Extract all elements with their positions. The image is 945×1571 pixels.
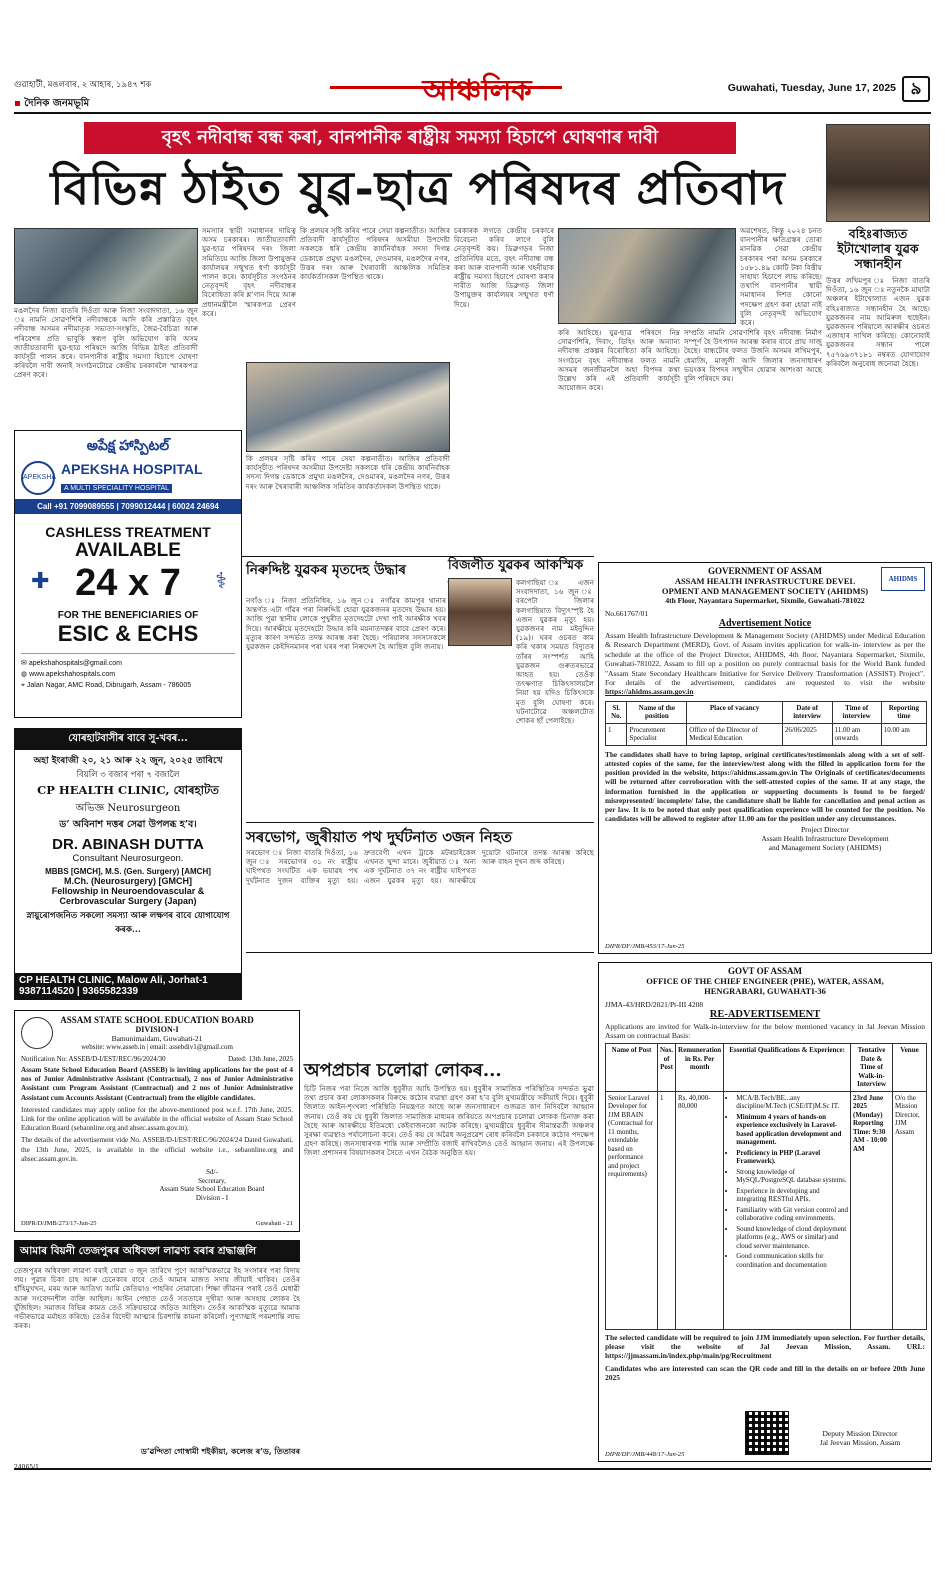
apeksha-line-3: 24 x 7 bbox=[75, 562, 181, 604]
ahidms-sign-3: and Management Society (AHIDMS) bbox=[768, 843, 882, 853]
lead-col-3: কি প্ৰলয়ৰ সৃষ্টি কৰিব পাৰে সেয়া কল্পনাতীত। আজিৰ প্ৰতিবাদী কাৰ্যসূচীত পৰিষদৰ অসমীয়া উপদেষ্টা সকলকে ধৰি কেন্দ্ৰীয় কাৰ্যনিৰ্বাহক সদস্য দিগন্ত ডেকাকে প্ৰমুখ্য মঙলদৈৰ, দেওমাৰৰ, মঙলদৈৰ নগৰ, উত্তৰ দৰং আৰু খৈৰাবাৰী আঞ্চলিক সমিতিৰ কাৰ্যকৰ্তাসকল উপস্থিত থাকে। bbox=[300, 226, 450, 282]
asseb-secretary: Secretary, bbox=[198, 1176, 226, 1185]
jjm-col-venue: Venue bbox=[893, 1044, 927, 1092]
apeksha-email bbox=[21, 658, 235, 669]
asseb-title: ASSAM STATE SCHOOL EDUCATION BOARD bbox=[60, 1015, 254, 1025]
obituary-signature: ড’ৱন্দিতা গোস্বামী শইকীয়া, কলেজ ৰ’ড, তিতাবৰ bbox=[140, 1446, 300, 1456]
ahidms-col-place: Place of vacancy bbox=[687, 701, 783, 723]
jjm-intro: Applications are invited for Walk-in-interview for the below mentioned vacancy in Jal Jeevan Mission Assam on contractual Basis: bbox=[605, 1022, 925, 1041]
electrocution-body: কলগাছিয়া ঃ এজন সংবাদদাতা, ১৬ জুন ঃ বৰপেটা জিলাৰ কলগাছিয়াত বিদ্যুৎস্পৃষ্ট হৈ এজন যুৱকৰ মৃত্যু হয়। যুৱকজনৰ নাম মইনুদ্দিন (১৯)। ঘৰৰ ওচৰত কাম কৰি থকাৰ সময়ত বিদ্যুতৰ তাঁৰৰ সংস্পৰ্শত আহি যুৱকজন গুৰুতৰভাৱে আহত হয়। তেওঁক তৎক্ষণাত চিকিৎসালয়লৈ নিয়া হয় যদিও চিকিৎসকে মৃত বুলি ঘোষণা কৰে। ঘটনাটোৱে অঞ্চলটোত শোকৰ ছাঁ পেলাইছে। bbox=[516, 578, 594, 726]
ahidms-col-time: Time of interview bbox=[832, 701, 881, 723]
jjm-table bbox=[605, 1043, 927, 1330]
jjm-cell-post: Senior Laravel Developer for JJM BRAIN (Contractual for 11 months, extendable based on performance and project requirements) bbox=[606, 1091, 658, 1329]
asseb-para-1-text: Assam State School Education Board (ASSEB) is inviting applications for the post of 4 nos of Junior Administrative Assistant (Contractual), 2 nos of Junior Administrative Assistant cum Program Assistant (Contractual) and 2 nos of Junior Administrative Assistant cum Accounts Assistant (Contractual) from the eligible candidates. bbox=[21, 1066, 293, 1102]
globe-icon: ◍ bbox=[21, 671, 28, 678]
apeksha-web bbox=[21, 669, 235, 680]
jjm-table-header bbox=[606, 1044, 927, 1092]
accident-body: সৰভোগ ঃ নিজা বাতৰি দিওঁতা, ১৬ জুন ঃ সৰভোগৰ ৩১ নং ৰাষ্ট্ৰীয় ঘাইপথত সংঘটিত এক ভয়াৱহ পথ দুৰ্ঘটনাত দুজন ব্যক্তিৰ মৃত্যু হয়। দ্ৰুতবেগী এখন ট্ৰাকে মটৰচাইকেল এখনত খুন্দা মাৰে। জুৰীয়াত ঃ অন্য এক দুৰ্ঘটনাত ৩৭ নং ৰাষ্ট্ৰীয় ঘাইপথত এজন যুৱকৰ মৃত্যু হয়। আৰক্ষীয়ে দুয়োটা ঘটনাৰে তদন্ত আৰম্ভ কৰিছে আৰু বাহন দুখন জব্দ কৰিছে। bbox=[246, 848, 594, 885]
cp-ad-qual-4: Cerbrovascular Surgery (Japan) bbox=[59, 896, 197, 906]
jjm-cell-pay: Rs. 40,000-80,000 bbox=[676, 1091, 724, 1329]
page-number: ৯ bbox=[902, 76, 930, 102]
cp-ad-qual-2: M.Ch. (Neurosurgery) [GMCH] bbox=[64, 876, 192, 886]
ahidms-cell-date: 26/06/2025 bbox=[782, 723, 832, 745]
jjm-col-post: Name of Post bbox=[606, 1044, 658, 1092]
ahidms-address: 4th Floor, Nayantara Supermarket, Sixmile, Guwahati-781022 bbox=[665, 596, 865, 605]
ahidms-sign-2: Assam Health Infrastructure Development bbox=[761, 834, 889, 844]
jjm-signature bbox=[795, 1429, 925, 1447]
asseb-address: Bamunimaidam, Guwahati-21 bbox=[111, 1034, 203, 1043]
qr-code-icon[interactable] bbox=[745, 1411, 789, 1455]
ahidms-signature bbox=[719, 825, 931, 852]
list-item: • Experience in developing and integrating RESTful APIs. bbox=[736, 1187, 848, 1204]
cp-ad-doc-assamese: ড’ অবিনাশ দত্তৰ সেৱা উপলব্ধ হ’ব। bbox=[59, 819, 197, 830]
ahidms-table-header bbox=[606, 701, 927, 723]
cp-ad-time: বিয়লি ৩ বজাৰ পৰা ৭ বজালৈ bbox=[76, 770, 180, 780]
apeksha-line-5: ESIC & ECHS bbox=[57, 621, 199, 646]
list-item: • MCA/B.Tech/BE...any discipline/M.Tech (CSE/IT)M.Sc IT. bbox=[736, 1094, 848, 1111]
accident-top-rule bbox=[246, 822, 594, 823]
apeksha-line-1: CASHLESS TREATMENT bbox=[45, 524, 211, 540]
lead-col-3b: কি প্ৰলয়ৰ সৃষ্টি কৰিব পাৰে সেয়া কল্পনাতীত। আজিৰ প্ৰতিবাদী কাৰ্যসূচীত পৰিষদৰ অসমীয়া উপদেষ্টা সকলকে ধৰি কেন্দ্ৰীয় কাৰ্যনিৰ্বাহক সদস্য দিগন্ত ডেকাকে প্ৰমুখ্য মঙলদৈৰ, দেওমাৰৰ, মঙলদৈৰ নগৰ, উত্তৰ দৰং আৰু খৈৰাবাৰী আঞ্চলিক সমিতিৰ কাৰ্যকৰ্তাসকল উপস্থিত থাকে। bbox=[246, 454, 450, 491]
missing-youth-body: উত্তৰ লখিমপুৰ ঃ নিজা বাতৰি দিওঁতা, ১৬ জুন ঃ নতুনকৈ মাঘাটা অঞ্চলৰ ইটাখোলাত এজন যুৱক বহিঃৰাজ্যত সন্ধানহীন হৈ আছে। যুৱকজনৰ নাম আমিৰুল হুছেইন। যুৱকজনৰ পৰিয়ালে আৰক্ষীৰ ওচৰত এজাহাৰ দাখিল কৰিছে। কোনোবাই যুৱকজনৰ সন্ধান পালে ৭৫৭৬৯৩৭১৮১ নম্বৰত যোগাযোগ কৰিবলৈ অনুৰোধ জনোৱা হৈছে। bbox=[826, 276, 930, 368]
lead-photo-2 bbox=[246, 362, 450, 452]
apeksha-address bbox=[21, 680, 235, 691]
caduceus-icon: ⚕ bbox=[215, 568, 227, 593]
jjm-address: HENGRABARI, GUWAHATI-36 bbox=[704, 986, 826, 996]
masthead-date-assamese: গুৱাহাটী, মঙলবাৰ, ২ আহাৰ, ১৯৪৭ শক bbox=[14, 79, 152, 89]
cp-ad-qual-3: Fellowship in Neuroendovascular & bbox=[51, 886, 205, 896]
list-item: • Sound knowledge of cloud deployment platforms (e.g., AWS or similar) and cloud server maintenance. bbox=[736, 1225, 848, 1251]
ahidms-col-position: Name of the position bbox=[627, 701, 687, 723]
ahidms-ref-no: No.661767/01 bbox=[605, 609, 649, 618]
list-item: • Strong knowledge of MySQL/PostgreSQL database systems. bbox=[736, 1168, 848, 1185]
propaganda-headline: অপপ্ৰচাৰ চলোৱা লোকৰ... bbox=[304, 1060, 502, 1081]
apeksha-line-2: AVAILABLE bbox=[75, 540, 181, 561]
apeksha-hospital-ad bbox=[14, 430, 242, 718]
ahidms-cell-place: Office of the Director of Medical Education bbox=[687, 723, 783, 745]
ahidms-col-date: Date of interview bbox=[782, 701, 832, 723]
jjm-readvertisement bbox=[598, 962, 932, 1462]
lead-col-7: সম্প্ৰতি নামনি সোৱণশিৰি বৃহৎ নদীবান্ধ নিৰ্মাণ সম্পূৰ্ণ হৈ উৎপাদন আৰম্ভ কৰাৰ বাবে প্ৰায় সাজু হৈছে। বান্ধটোৰ ফলত উজনি অসমৰ লখিমপুৰ, ধেমাজি, মাজুলী আদি জিলাৰ জনসাধাৰণ ভয়ংকৰ বিপদৰ সন্মুখীন হোৱাৰ আশংকা আছে বুলি পৰিষদে কয়। bbox=[684, 328, 822, 384]
page-bottom-rule bbox=[14, 1468, 931, 1470]
cp-ad-footer: CP HEALTH CLINIC, Malow Ali, Jorhat-1 bbox=[19, 975, 208, 986]
apeksha-line-4: FOR THE BENEFICIARIES OF bbox=[57, 610, 199, 621]
apeksha-tagline: A MULTI SPECIALITY HOSPITAL bbox=[61, 484, 172, 493]
jjm-col-date: Tentative Date & Time of Walk-in-Interview bbox=[851, 1044, 893, 1092]
ahidms-sign-1: Project Director bbox=[800, 825, 850, 835]
accident-headline: সৰভোগ, জুৰীয়াত পথ দুৰ্ঘটনাত ৩জন নিহত bbox=[246, 828, 512, 846]
jjm-title: RE-ADVERTISEMENT bbox=[709, 1009, 821, 1020]
obituary-body: তেজপুৰৰ অধিবক্তা লাৱণ্য বৰাই যোৱা ৩ জুন তাৰিখে পুণে আকস্মিকভাৱে ইহ সংসাৰৰ পৰা বিদায় লয়। পুৱাৰ চিকা চাহ আৰু চেনেকাৰ বাবে তেওঁ আমাৰ মাজত সদায় জীয়াই থাকিব। তেওঁৰ হাঁহিমুখখন, মৰম আৰু আতিথ্য আমি কেতিয়াও পাহৰিব নোৱাৰো। শিক্ষা জীৱনৰ পৰাই তেওঁ মেধাৱী আৰু সংবেদনশীল ব্যক্তি আছিল। আইন পেছাত তেওঁ সততাৰে দুখীয়া আৰু অসহায় লোকৰ হৈ যুঁজিছিল। সমাজৰ বিভিন্ন কামত তেওঁ সক্ৰিয়ভাৱে জড়িত আছিল। তেওঁৰ আকস্মিক মৃত্যুৱে আমাক গভীৰভাৱে মৰ্মাহত কৰিছে। তেওঁৰ বিদেহী আত্মাৰ চিৰশান্তি কামনা কৰিলোঁ। পুণ্যাত্মাই পৰমশান্তি লাভ কৰক। bbox=[14, 1266, 300, 1331]
lead-col-4: চৰকাৰক লগতে কেন্দ্ৰীয় চৰকাৰে বিবেচনা কৰিব লাগে বুলি নেতৃবৃন্দই কয়। ডিব্ৰুগড়ৰ নিজা প্ৰতিনিধিৰ মতে, বৃহৎ নদীবান্ধ বন্ধ কৰা আৰু বানপানী আৰু খহনীয়াক ৰাষ্ট্ৰীয় সমস্যা হিচাপে ঘোষণা কৰাৰ দাবীত আজি ডিব্ৰুগড় জিলা উপায়ুক্তৰ কাৰ্যালয়ৰ সন্মুখত ধৰ্ণা দিয়ে। bbox=[454, 226, 554, 309]
apeksha-name: APEKSHA HOSPITAL bbox=[61, 461, 203, 477]
ahidms-cell-time: 11.00 am onwards bbox=[832, 723, 881, 745]
obituary-headline: আমাৰ বিয়নী তেজপুৰৰ অধিবক্তা লাৱণ্য বৰাৰ শ্ৰদ্ধাঞ্জলি bbox=[14, 1240, 300, 1262]
list-item: • Proficiency in PHP (Laravel Framework). bbox=[736, 1149, 848, 1166]
asseb-notif-no: Notification No: ASSEB/D-I/EST/REC/96/2024/30 bbox=[21, 1055, 166, 1063]
missing-youth-photo bbox=[826, 124, 930, 222]
cp-ad-exp: অভিজ্ঞ Neurosurgeon bbox=[75, 803, 181, 814]
cp-ad-dates: অহা ইংৰাজী ২০, ২১ আৰু ২২ জুন, ২০২৫ তাৰিখে bbox=[33, 756, 223, 766]
lead-photo-3 bbox=[558, 228, 736, 324]
masthead-date-english: Guwahati, Tuesday, June 17, 2025 bbox=[727, 82, 896, 94]
apeksha-logo: APEKSHA bbox=[21, 461, 55, 495]
ahidms-name-2: OPMENT AND MANAGEMENT SOCIETY (AHIDMS) bbox=[661, 586, 869, 596]
list-item: • Good communication skills for coordination and documentation bbox=[736, 1252, 848, 1269]
ahidms-cell-sl: 1 bbox=[606, 723, 627, 745]
asseb-para-3: The details of the advertisement vide No. ASSEB/D-I/EST/REC/96/2024/24 Dated Guwahati, the 13th June, 2025, is available in the official website i.e., sebaonline.org and ahsec.assam.gov.in. bbox=[21, 1136, 293, 1163]
cp-health-clinic-ad bbox=[14, 728, 242, 1000]
cp-ad-top: যোৰহাটবাসীৰ বাবে সু-খবৰ... bbox=[15, 729, 241, 750]
body-recovery-headline: নিৰুদ্দিষ্ট যুৱকৰ মৃতদেহ উদ্ধাৰ bbox=[246, 562, 407, 578]
asseb-para-1 bbox=[21, 1066, 293, 1103]
lead-col-5: অৱশেষত, কিন্তু ২০২৪ চনত বানপানীৰ ক্ষতিগ্ৰস্তৰ তোৰা মানৱিক সেৱা কেন্দ্ৰীয় চৰকাৰৰ পৰা অসম চৰকাৰে ১৫৮১.৪৯ কোটি টকা বিত্তীয় সাহায্য হিচাপে লাভ কৰিছে। তথাপি বানপানীৰ স্থায়ী সমাধানৰ দিশত কোনো পদক্ষেপ গ্ৰহণ কৰা হোৱা নাই বুলি নেতৃবৃন্দই অভিযোগ কৰে। bbox=[740, 226, 822, 328]
ahidms-para-1 bbox=[605, 631, 925, 697]
lead-kicker: বৃহৎ নদীবান্ধ বন্ধ কৰা, বানপানীক ৰাষ্ট্ৰীয় সমস্যা হিচাপে ঘোষণাৰ দাবী bbox=[84, 122, 736, 154]
jjm-note: The selected candidate will be required to join JJM immediately upon selection. For further details, please visit the website of Jal Jeevan Mission, Assam. URL: https://jjmassam.in/index.php/main/pg/Recruitment bbox=[605, 1332, 925, 1361]
asseb-seal-icon bbox=[21, 1017, 53, 1049]
ahidms-link[interactable]: https://ahidms.assam.gov.in bbox=[605, 687, 694, 697]
jjm-office: OFFICE OF THE CHIEF ENGINEER (PHE), WATER, ASSAM, bbox=[646, 976, 884, 986]
asseb-website: website: www.asseb.in | email: assebdiv1@gmail.com bbox=[81, 1043, 233, 1051]
lead-col-2: সমস্যাৰ স্থায়ী সমাধানৰ দায়িত্ব অসম চৰকাৰৰ। জাতীয়তাবাদী যুৱ-ছাত্ৰ পৰিষদৰ দৰং জিলা সমিতিয়ে আজি জিলা উপায়ুক্তৰ কাৰ্যালয়ৰ সন্মুখত ধৰ্ণা কাৰ্যসূচী পালন কৰে। কাৰ্যসূচীত সংগঠনৰ নেতৃবৃন্দই বৃহৎ নদীবান্ধৰ বিৰোধিতা কৰি শ্ল’গান দিয়ে আৰু প্ৰধানমন্ত্ৰীলৈ স্মাৰকপত্ৰ প্ৰেৰণ কৰে। bbox=[202, 226, 296, 318]
lead-photo-1 bbox=[14, 228, 198, 304]
asseb-division-2: Division - I bbox=[195, 1193, 229, 1202]
ahidms-col-sl: Sl. No. bbox=[606, 701, 627, 723]
jjm-col-nos: Nos. of Post bbox=[658, 1044, 676, 1092]
ahidms-para-2: The candidates shall have to bring laptop, original certificates/testimonials along with a set of self- attested copies of the same, for the interview/test along with the filled in application form for the position provided in the website, https://ahidms.assam.gov.in The Originals of certificates/documents will be returned after corroboration with the self-attested copies of the same. If at any stage, the information furnished in the application or supporting documents is found to be forged/ misrepresented/ incomplete/ false, the candidature shall be liable for cancellation and penal action as per law. It is to be noted that only post qualification experience will be counted for the position. No candidates will be allowed to register after 11.00 am for the position under any circumstances. bbox=[605, 749, 925, 824]
propaganda-top-rule bbox=[246, 952, 594, 953]
cp-ad-clinic: CP HEALTH CLINIC, যোৰহাটত bbox=[37, 783, 219, 797]
asseb-guwahati: Guwahati - 21 bbox=[255, 1220, 293, 1227]
paper-name-text: দৈনিক জনমভূমি bbox=[24, 98, 90, 109]
jjm-sign-1: Deputy Mission Director bbox=[822, 1429, 898, 1438]
cp-ad-note: স্নায়ুৰোগজনিত সকলো সমস্যা আৰু লক্ষণৰ বাবে যোগাযোগ কৰক... bbox=[26, 911, 230, 935]
jjm-cell-venue: O/o the Mission Director, JJM Assam bbox=[893, 1091, 927, 1329]
asseb-division: DIVISION-I bbox=[135, 1025, 179, 1034]
asseb-para-2: Interested candidates may apply online for the above-mentioned post w.e.f. 17th June, 2025. Link for the online application will be available in the official website of Assam State School Education Board (sebaonline.org and ahsec.assam.gov.in). bbox=[21, 1105, 293, 1133]
ahidms-logo: AHIDMS bbox=[881, 567, 925, 591]
cp-ad-phones: 9387114520 | 9365582339 bbox=[19, 986, 139, 997]
jjm-cell-date: 23rd June 2025 (Monday) Reporting Time: 9:30 AM - 10:00 AM bbox=[851, 1091, 893, 1329]
jjm-sign-2: Jal Jeevan Mission, Assam bbox=[819, 1438, 901, 1447]
jjm-dipr: DIPR/DF/JMB/448/17-Jun-25 bbox=[605, 1451, 685, 1458]
asseb-date: Dated: 13th June, 2025 bbox=[228, 1055, 293, 1063]
ahidms-dipr: DIPR/DF/JMB/453/17-Jun-25 bbox=[605, 943, 685, 950]
apeksha-phone: Call +91 7099089555 | 7099012444 | 60024 24694 bbox=[15, 499, 241, 514]
masthead-divider bbox=[14, 112, 931, 114]
jjm-note-2: Candidates who are interested can scan the QR code and fill in the details on or before 20th June 2025 bbox=[605, 1363, 925, 1382]
ahidms-gov: GOVERNMENT OF ASSAM bbox=[707, 566, 822, 576]
ahidms-name-1: ASSAM HEALTH INFRASTRUCTURE DEVEL bbox=[674, 576, 856, 586]
email-icon: ✉ bbox=[21, 660, 27, 667]
cp-ad-role: Consultant Neurosurgeon. bbox=[72, 853, 184, 864]
table-row bbox=[606, 1091, 927, 1329]
cp-ad-qual-1: MBBS [GMCH], M.S. (Gen. Surgery) [AMCH] bbox=[45, 867, 211, 876]
jjm-cell-nos: 1 bbox=[658, 1091, 676, 1329]
jjm-col-pay: Remuneration in Rs. Per month bbox=[676, 1044, 724, 1092]
jjm-cell-quals bbox=[724, 1091, 851, 1329]
medical-cross-icon: ✚ bbox=[31, 568, 50, 593]
body-recovery-body: নগাঁও ঃ নিজা প্ৰতিনিধিৰ, ১৬ জুন ঃ নগাঁৱৰ কামপুৰ থানাৰ অন্তৰ্গত এটা গাঁৱৰ পৰা নিৰুদ্দিষ্ট হোৱা যুৱকজনৰ মৃতদেহ উদ্ধাৰ হয়। আজি পুৱা স্থানীয় লোকে পুখুৰীত মৃতদেহটো দেখা পাই আৰক্ষীক খবৰ দিয়ে। আৰক্ষীয়ে মৃতদেহটো উদ্ধাৰ কৰি ময়নাতদন্তৰ বাবে প্ৰেৰণ কৰে। মৃত্যুৰ কাৰণ সন্দৰ্ভত তদন্ত আৰম্ভ কৰা হৈছে। পৰিয়ালৰ সদস্যসকলে যুৱকজন কেইদিনমানৰ পৰা ঘৰৰ পৰা নিৰুদ্দেশ হৈ আছিল বুলি জনায়। bbox=[246, 596, 446, 652]
list-item: • Minimum 4 years of hands-on experience exclusively in Laravel-based application development and management. bbox=[736, 1113, 848, 1147]
ahidms-cell-position: Procurement Specialist bbox=[627, 723, 687, 745]
jjm-ref: JJMA-43/HRD/2021/Pt-III 4208 bbox=[605, 1000, 704, 1009]
ahidms-col-reporting: Reporting time bbox=[881, 701, 926, 723]
asseb-dipr: DIPR/D/JMB/273/17-Jun-25 bbox=[21, 1220, 97, 1227]
jjm-gov: GOVT OF ASSAM bbox=[727, 966, 802, 976]
jjm-col-quals: Essential Qualifications & Experience: bbox=[724, 1044, 851, 1092]
ahidms-para-1-text: Assam Health Infrastructure Development & Management Society (AHIDMS) under Medical Education & Research Department (MERD), Govt. of Assam invites application for walk-in- interview as per the schedule at the office of the Project Director, AHIDMS, 4th floor, Nayantara Supermarket, Sixmile, Guwahati-781022, Assam to fill up a position on purely contractual basis for the World Bank funded "Assam State Secondary Healthcare Initiative for Service Delivery Transformation (ASSIST) Project". For details of the advertisement, candidates are requested to visit the website bbox=[605, 631, 925, 688]
ahidms-title: Advertisement Notice bbox=[718, 618, 812, 629]
missing-youth-headline: বহিঃৰাজ্যত ইটাখোলাৰ যুৱক সন্ধানহীন bbox=[837, 226, 919, 271]
masthead-section-title: আঞ্চলিক bbox=[422, 73, 532, 107]
apeksha-web-text: www.apekshahospitals.com bbox=[29, 671, 116, 678]
table-row bbox=[606, 723, 927, 745]
asseb-sd: Sd/- bbox=[206, 1168, 218, 1177]
ahidms-notice bbox=[598, 562, 932, 954]
lead-col-6: কৰি আহিছে। যুৱ-ছাত্ৰ পৰিষদে নিম্ন সোৱণশিৰি, দিবাং, ডিহিং আৰু অন্যান্য নদীবান্ধ প্ৰকল্পৰ বিৰোধিতা কৰি আহিছে। সংগঠনে বৃহৎ নদীবান্ধৰ ফলত নামনি অসমৰ জনজীৱনলৈ অহা বিপদৰ কথা উল্লেখ কৰি এই প্ৰতিবাদী কাৰ্যসূচী আয়োজন কৰে। bbox=[558, 328, 680, 393]
lead-headline: বিভিন্ন ঠাইত যুৱ-ছাত্ৰ পৰিষদৰ প্ৰতিবাদ bbox=[50, 161, 786, 215]
ahidms-table bbox=[605, 701, 927, 746]
lead-col-1: মঙলদৈৰ নিজা বাতৰি দিওঁতা আৰু নিজা সংবাদদাতা, ১৬ জুন ঃ নামনি সোৱণশিৰি নদীবান্ধকে আদি কৰি প্ৰস্তাৱিত বৃহৎ নদীবান্ধ অসমৰ নদীমাতৃক সভ্যতা-সংস্কৃতি, জৈৱ-বৈচিত্ৰ্য আৰু পৰিবেশৰ প্ৰতি ভাবুকি স্বৰূপ বুলি অভিযোগ কৰি অসম জাতীয়তাবাদী যুৱ-ছাত্ৰ পৰিষদে আজি বিভিন্ন ঠাইত প্ৰতিবাদী কাৰ্যসূচী পালন কৰে। বানপানীক ৰাষ্ট্ৰীয় সমস্যা হিচাপে ঘোষণা কৰিবলৈ দাবী জনাই সংগঠনটোৱে কেন্দ্ৰীয় চৰকাৰলৈ স্মাৰকপত্ৰ প্ৰেৰণ কৰে। bbox=[14, 306, 198, 380]
apeksha-telugu-name: అపేక్ష హాస్పిటల్ bbox=[86, 437, 170, 453]
cp-ad-doctor: DR. ABINASH DUTTA bbox=[52, 836, 204, 853]
location-pin-icon: ⌖ bbox=[21, 682, 25, 689]
masthead-paper-name: ▪ দৈনিক জনমভূমি bbox=[14, 98, 90, 109]
apeksha-email-text: apekshahospitals@gmail.com bbox=[28, 660, 122, 667]
asseb-board: Assam State School Education Board bbox=[159, 1185, 265, 1194]
ahidms-cell-reporting: 10.00 am bbox=[881, 723, 926, 745]
list-item: • Familiarity with Git version control and collaborative coding environments. bbox=[736, 1206, 848, 1223]
apeksha-address-text: Jalan Nagar, AMC Road, Dibrugarh, Assam - 786005 bbox=[26, 682, 192, 689]
asseb-signature bbox=[125, 1168, 299, 1202]
asseb-notice bbox=[14, 1010, 300, 1232]
propaganda-body: চিটি নিজৰ পৰা নিজে আজি ধুবুৰীত আহি উপস্থিত হয়। ধুবুৰীৰ সামাজিক পৰিস্থিতিৰ সন্দৰ্ভত ভুৱা তথ্য প্ৰচাৰ কৰা লোকসকলৰ বিৰুদ্ধে কঠোৰ ব্যৱস্থা গ্ৰহণ কৰা হ’ব বুলি মুখ্যমন্ত্ৰীয়ে সকীয়াই দিয়ে। ধুবুৰী জিলাত আইন-শৃংখলা পৰিস্থিতি নিয়ন্ত্ৰণত আছে আৰু জনসাধাৰণে গুজৱত কাণ নিদিবলৈ আহ্বান জনায়। তেওঁ কয় যে ধুবুৰী জিলাত সামাজিক মাধ্যমৰ জৰিয়তে অপপ্ৰচাৰ চলোৱা লোকক চিনাক্ত কৰা হৈছে আৰু আৰক্ষীয়ে ইতিমধ্যে কেইবাজনকো আটক কৰিছে। মুখ্যমন্ত্ৰীয়ে ধুবুৰীৰ সীমান্তৱৰ্তী অঞ্চলৰ সুৰক্ষা ব্যৱস্থাও পৰ্যালোচনা কৰে। তেওঁ কয় যে অৱৈধ অনুপ্ৰৱেশ ৰোধ কৰিবলৈ চৰকাৰে কঠোৰ পদক্ষেপ গ্ৰহণ কৰিছে। জনসাধাৰণক শান্তি আৰু সম্প্ৰীতি বজাই ৰাখিবলৈও তেওঁ আহ্বান জনায়। এই উপলক্ষে জিলা প্ৰশাসনৰ বিষয়াসকলৰ সৈতে এখন বৈঠক অনুষ্ঠিত হয়। bbox=[304, 1084, 594, 1158]
electrocution-headline: বিজলীত যুৱকৰ আকস্মিক bbox=[448, 558, 584, 573]
